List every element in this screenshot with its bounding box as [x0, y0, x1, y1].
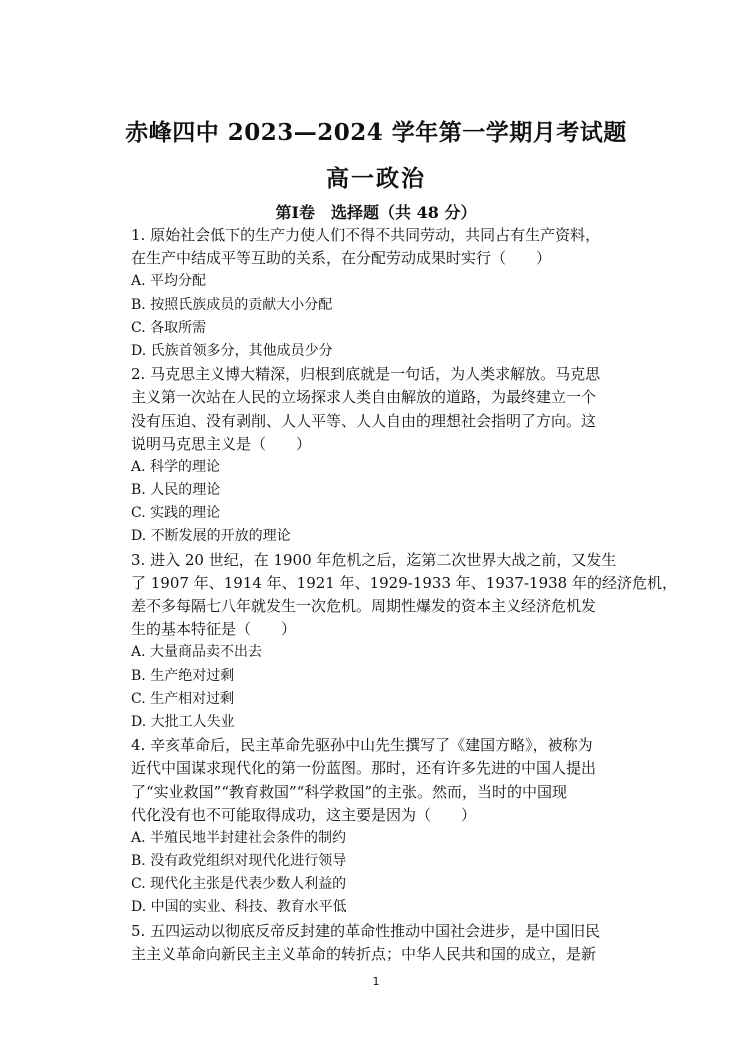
question-stem-line: 说明马克思主义是（ ）	[131, 434, 312, 453]
question-3	[131, 549, 677, 735]
exam-title: 赤峰四中 2023—2024 学年第一学期月考试题	[125, 119, 627, 146]
question-stem-line: 3. 进入 20 世纪，在 1900 年危机之后，迄第二次世界大战之前，又发生	[131, 550, 617, 569]
option-b: B. 生产绝对过剩	[131, 667, 235, 684]
option-a: A. 大量商品卖不出去	[131, 644, 263, 661]
question-stem-line: 4. 辛亥革命后，民主革命先驱孙中山先生撰写了《建国方略》，被称为	[131, 736, 593, 755]
question-1	[131, 224, 631, 363]
option-a: A. 科学的理论	[131, 458, 221, 475]
page-number: 1	[372, 975, 380, 988]
question-stem-line: 没有压迫、没有剥削、人人平等、人人自由的理想社会指明了方向。这	[131, 411, 597, 430]
question-stem-line: 生的基本特征是（ ）	[131, 620, 297, 639]
option-d: D. 中国的实业、科技、教育水平低	[131, 899, 347, 916]
option-b: B. 按照氏族成员的贡献大小分配	[131, 296, 333, 313]
option-c: C. 各取所需	[131, 319, 207, 336]
question-stem-line: 5. 五四运动以彻底反帝反封建的革命性推动中国社会进步，是中国旧民	[131, 921, 601, 940]
question-5	[131, 920, 631, 966]
question-stem-line: 主主义革命向新民主主义革命的转折点；中华人民共和国的成立，是新	[131, 944, 597, 963]
option-d: D. 氏族首领多分，其他成员少分	[131, 342, 333, 359]
option-c: C. 实践的理论	[131, 505, 221, 522]
question-2	[131, 363, 631, 549]
subject-title: 高一政治	[326, 165, 426, 192]
question-4	[131, 734, 631, 920]
question-stem-line: 了“实业救国”“教育救国”“科学救国”的主张。然而，当时的中国现	[131, 782, 568, 801]
question-stem-line: 代化没有也不可能取得成功，这主要是因为（ ）	[131, 805, 477, 824]
question-stem-line: 2. 马克思主义博大精深，归根到底就是一句话，为人类求解放。马克思	[131, 365, 601, 384]
question-list	[131, 224, 677, 966]
question-stem-line: 近代中国谋求现代化的第一份蓝图。那时，还有许多先进的中国人提出	[131, 759, 597, 778]
option-b: B. 人民的理论	[131, 482, 221, 499]
option-a: A. 半殖民地半封建社会条件的制约	[131, 829, 347, 846]
question-stem-line: 主义第一次站在人民的立场探求人类自由解放的道路，为最终建立一个	[131, 388, 597, 407]
option-d: D. 大批工人失业	[131, 713, 235, 730]
option-c: C. 生产相对过剩	[131, 690, 235, 707]
question-stem-line: 1. 原始社会低下的生产力使人们不得不共同劳动，共同占有生产资料，	[131, 226, 601, 244]
option-c: C. 现代化主张是代表少数人利益的	[131, 876, 347, 893]
option-d: D. 不断发展的开放的理论	[131, 528, 291, 545]
question-stem-line: 差不多每隔七八年就发生一次危机。周期性爆发的资本主义经济危机发	[131, 597, 597, 615]
question-stem-line: 在生产中结成平等互助的关系，在分配劳动成果时实行（ ）	[131, 249, 552, 268]
question-stem-line: 了 1907 年、1914 年、1921 年、1929-1933 年、1937-1938 年的经济危机，	[131, 573, 677, 592]
section-heading: 第Ⅰ卷 选择题（共 48 分）	[275, 203, 477, 222]
option-b: B. 没有政党组织对现代化进行领导	[131, 853, 347, 870]
option-a: A. 平均分配	[131, 273, 207, 290]
